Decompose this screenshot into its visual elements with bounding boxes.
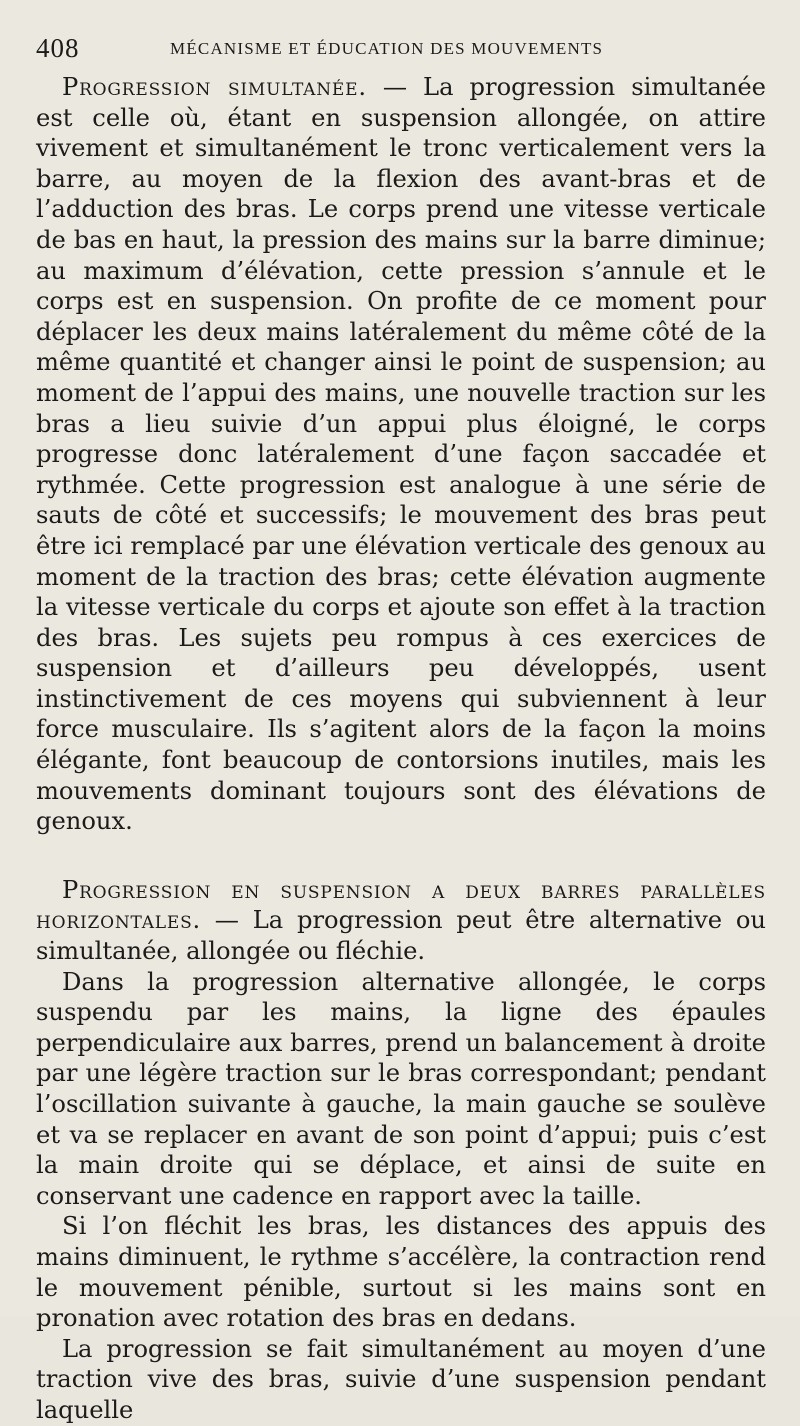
page-body <box>36 72 766 1426</box>
paragraph-deux-barres <box>36 875 766 967</box>
paragraph-simultanement: La progression se fait simultanément au moyen d’une traction vive des bras, suivie d’une suspension pendant laquelle <box>36 1334 766 1424</box>
page-header <box>36 30 770 66</box>
paragraph-text: — La progression simultanée est celle où, étant en suspension allongée, on attire vivement et simultanément le tronc verticalement vers la barre, au moyen de la flexion des avant-bras et de l’adduction des bras. Le corps prend une vitesse verticale de bas en haut, la pression des mains sur la barre diminue; au maximum d’élévation, cette pression s’annule et le corps est en suspension. On profite de ce moment pour déplacer les deux mains latéralement du même côté de la même quantité et changer ainsi le point de suspension; au moment de l’appui des mains, une nouvelle traction sur les bras a lieu suivie d’un appui plus éloigné, le corps progresse donc latéralement d’une façon saccadée et rythmée. Cette progression est analogue à une série de sauts de côté et successifs; le mouvement des bras peut être ici remplacé par une élévation verticale des genoux au moment de la traction des bras; cette élévation augmente la vitesse verticale du corps et ajoute son effet à la traction des bras. Les sujets peu rompus à ces exercices de suspension et d’ailleurs peu développés, usent instinctivement de ces moyens qui subviennent à leur force musculaire. Ils s’agitent alors de la façon la moins élégante, font beaucoup de contorsions inutiles, mais les mouvements dominant toujours sont des élévations de genoux. <box>36 73 766 836</box>
section-heading: Progression simultanée. <box>62 73 367 101</box>
paragraph-text: — La progression peut être alternative ou simultanée, allongée ou fléchie. <box>36 906 766 966</box>
section-spacer <box>36 837 766 875</box>
paragraph-progression-simultanee <box>36 72 766 837</box>
page-number: 408 <box>36 33 80 63</box>
paragraph-flechit-bras: Si l’on fléchit les bras, les distances des appuis des mains diminuent, le rythme s’accélère, la contraction rend le mouvement pénible, surtout si les mains sont en pronation avec rotation des bras en dedans. <box>36 1212 766 1333</box>
section-heading: Progression en suspension a deux barres parallèles horizontales. <box>36 875 766 935</box>
paragraph-alternative-allongee: Dans la progression alternative allongée, le corps suspendu par les mains, la ligne des épaules perpendiculaire aux barres, prend un balancement à droite par une légère traction sur le bras correspondant; pendant l’oscillation suivante à gauche, la main gauche se soulève et va se replacer en avant de son point d’appui; puis c’est la main droite qui se déplace, et ainsi de suite en conservant une cadence en rapport avec la taille. <box>36 967 766 1210</box>
running-head: MÉCANISME ET ÉDUCATION DES MOUVEMENTS <box>170 39 604 58</box>
